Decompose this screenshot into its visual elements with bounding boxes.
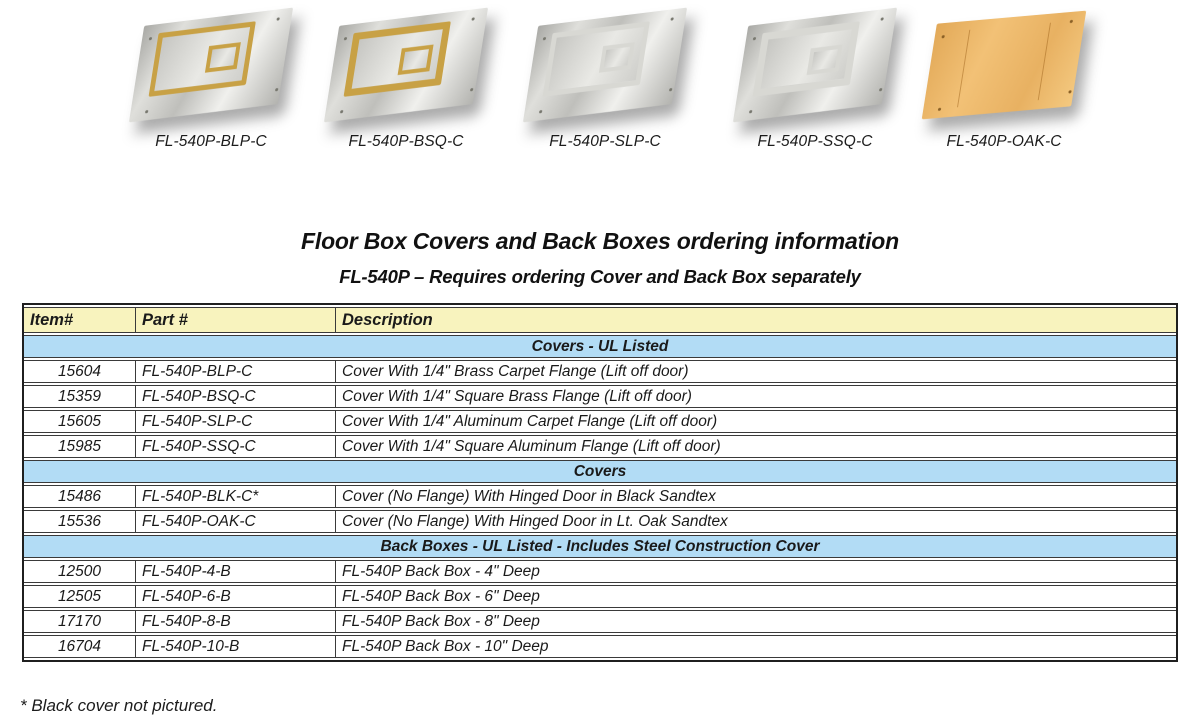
item-cell: 12500 (24, 560, 136, 583)
table-header-row (24, 307, 1176, 333)
product-figure-ssq (720, 4, 910, 151)
product-caption: FL-540P-SLP-C (549, 133, 661, 150)
screw-dots (149, 37, 152, 40)
description-cell: Cover With 1/4" Brass Carpet Flange (Lift off door) (336, 360, 1176, 383)
product-photo-oak-c (909, 4, 1099, 126)
screw-dots (941, 35, 944, 38)
part-cell: FL-540P-BSQ-C (136, 385, 336, 408)
table-row (24, 635, 1176, 658)
product-caption: FL-540P-BLP-C (155, 133, 267, 150)
part-cell: FL-540P-4-B (136, 560, 336, 583)
oak-door-groove (957, 23, 1051, 108)
table-row (24, 385, 1176, 408)
page-subtitle: FL-540P – Requires ordering Cover and Back Box separately (339, 266, 861, 287)
footnote: * Black cover not pictured. (20, 696, 218, 715)
item-cell: 15536 (24, 510, 136, 533)
item-cell: 15604 (24, 360, 136, 383)
description-cell: FL-540P Back Box - 6" Deep (336, 585, 1176, 608)
part-cell: FL-540P-SSQ-C (136, 435, 336, 458)
description-cell: Cover With 1/4" Square Brass Flange (Lift off door) (336, 385, 1176, 408)
ordering-table (22, 303, 1178, 662)
square-aluminum-flange-frame (753, 21, 860, 97)
floor-cover-plate-image (324, 8, 488, 123)
description-cell: Cover (No Flange) With Hinged Door in Lt. Oak Sandtex (336, 510, 1176, 533)
item-cell: 17170 (24, 610, 136, 633)
product-figure-blp (116, 4, 306, 151)
product-figure-slp (510, 4, 700, 151)
table-row (24, 585, 1176, 608)
product-photo-slp-c (510, 4, 700, 126)
description-cell: FL-540P Back Box - 8" Deep (336, 610, 1176, 633)
part-cell: FL-540P-OAK-C (136, 510, 336, 533)
part-cell: FL-540P-8-B (136, 610, 336, 633)
table-row (24, 610, 1176, 633)
item-cell: 12505 (24, 585, 136, 608)
item-cell: 15985 (24, 435, 136, 458)
part-cell: FL-540P-SLP-C (136, 410, 336, 433)
column-header-description: Description (336, 307, 1176, 333)
product-photo-blp-c (116, 4, 306, 126)
product-caption: FL-540P-SSQ-C (757, 133, 873, 150)
screw-dots (753, 37, 756, 40)
description-cell: FL-540P Back Box - 10" Deep (336, 635, 1176, 658)
section-header: Covers (24, 460, 1176, 483)
brass-carpet-flange-frame (149, 21, 256, 97)
table-row (24, 560, 1176, 583)
item-cell: 15605 (24, 410, 136, 433)
part-cell: FL-540P-BLP-C (136, 360, 336, 383)
item-cell: 16704 (24, 635, 136, 658)
part-cell: FL-540P-10-B (136, 635, 336, 658)
floor-cover-plate-image (129, 8, 293, 123)
product-figure-bsq (311, 4, 501, 151)
column-header-part: Part # (136, 307, 336, 333)
oak-cover-plate-image (922, 11, 1087, 120)
part-cell: FL-540P-BLK-C* (136, 485, 336, 508)
description-cell: Cover (No Flange) With Hinged Door in Black Sandtex (336, 485, 1176, 508)
section-header: Back Boxes - UL Listed - Includes Steel Construction Cover (24, 535, 1176, 558)
section-row-covers (24, 460, 1176, 483)
description-cell: Cover With 1/4" Square Aluminum Flange (Lift off door) (336, 435, 1176, 458)
product-photo-bsq-c (311, 4, 501, 126)
product-caption: FL-540P-OAK-C (946, 133, 1062, 150)
item-cell: 15359 (24, 385, 136, 408)
product-caption: FL-540P-BSQ-C (348, 133, 464, 150)
part-cell: FL-540P-6-B (136, 585, 336, 608)
product-figure-oak (909, 4, 1099, 151)
section-row-covers-ul-listed (24, 335, 1176, 358)
square-brass-flange-frame (344, 21, 451, 97)
page-title: Floor Box Covers and Back Boxes ordering information (301, 228, 899, 254)
table-row (24, 485, 1176, 508)
description-cell: Cover With 1/4" Aluminum Carpet Flange (Lift off door) (336, 410, 1176, 433)
screw-dots (543, 37, 546, 40)
table-row (24, 410, 1176, 433)
item-cell: 15486 (24, 485, 136, 508)
description-cell: FL-540P Back Box - 4" Deep (336, 560, 1176, 583)
screw-dots (344, 37, 347, 40)
floor-cover-plate-image (523, 8, 687, 123)
table-row (24, 435, 1176, 458)
floor-cover-plate-image (733, 8, 897, 123)
section-row-back-boxes (24, 535, 1176, 558)
product-photo-ssq-c (720, 4, 910, 126)
section-header: Covers - UL Listed (24, 335, 1176, 358)
aluminum-carpet-flange-frame (543, 21, 650, 97)
table-row (24, 360, 1176, 383)
table-row (24, 510, 1176, 533)
column-header-item: Item# (24, 307, 136, 333)
